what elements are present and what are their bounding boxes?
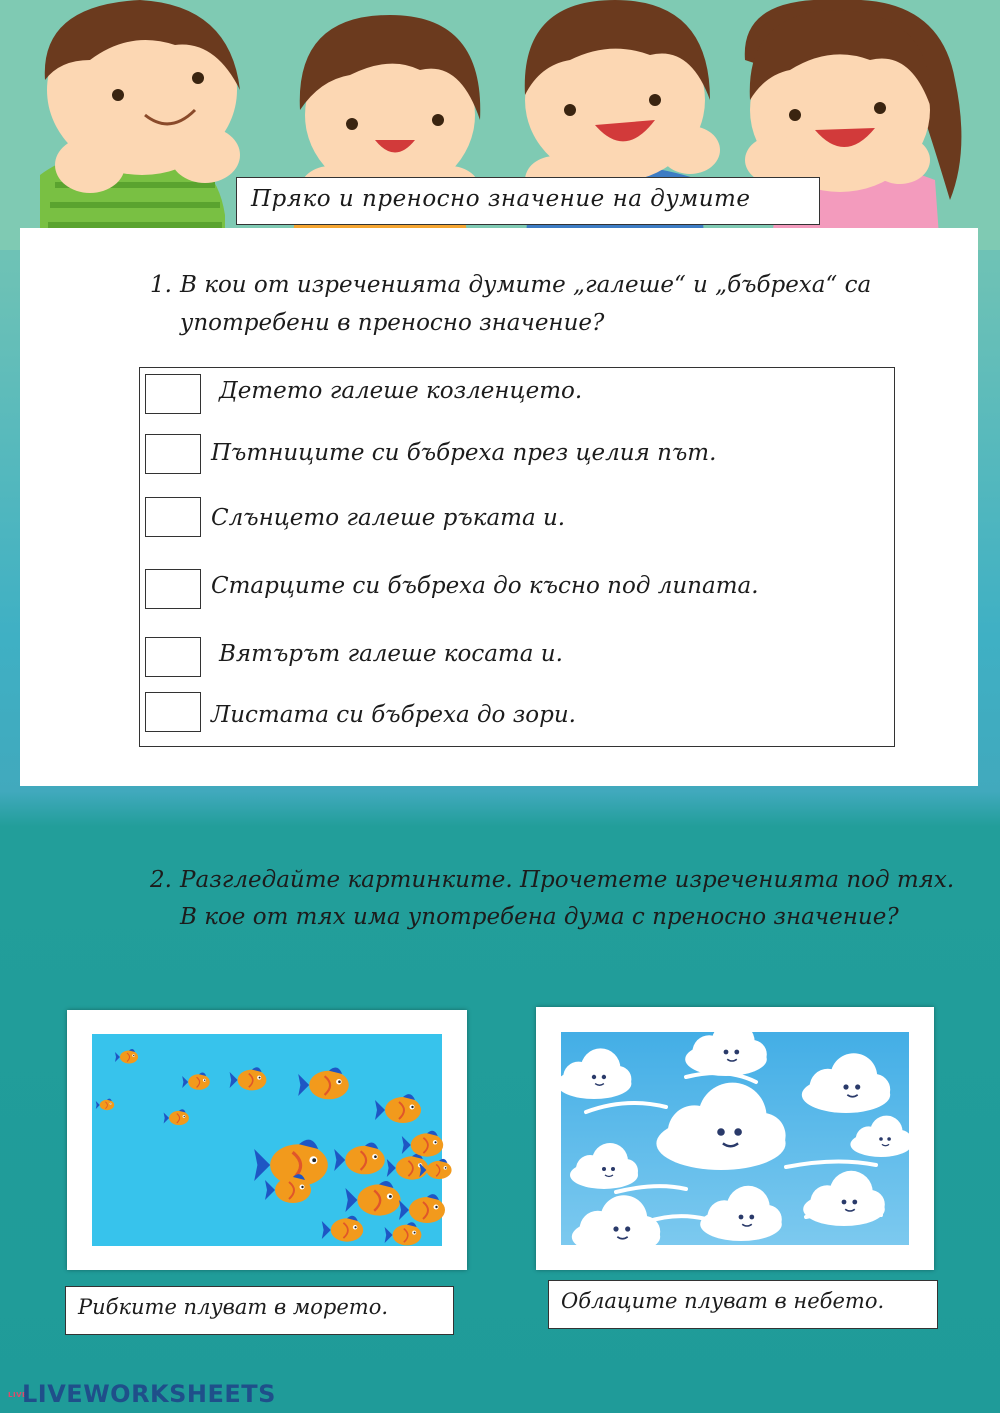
caption-clouds: Облаците плуват в небето. bbox=[548, 1280, 938, 1329]
question-1-text: В кои от изреченията думите „галеше“ и „бъбреха“ са употребени в преносно значение? bbox=[180, 272, 872, 336]
brand-name: LIVEWORKSHEETS bbox=[22, 1380, 276, 1408]
question-2-text: Разгледайте картинките. Прочетете изреченията под тях. В кое от тях има употребена дума с преносно значение? bbox=[180, 867, 955, 930]
option-3-label: Слънцето галеше ръката и. bbox=[211, 505, 566, 531]
caption-fish: Рибките плуват в морето. bbox=[65, 1286, 454, 1335]
option-3-checkbox[interactable] bbox=[145, 497, 201, 537]
option-1-label: Детето галеше козленцето. bbox=[219, 378, 583, 404]
kid-1-illustration bbox=[40, 0, 240, 250]
option-4-label: Старците си бъбреха до късно под липата. bbox=[211, 573, 759, 599]
option-2-label: Пътниците си бъбреха през целия път. bbox=[211, 440, 717, 466]
options-box bbox=[139, 367, 895, 747]
worksheet-title: Пряко и преносно значение на думите bbox=[236, 177, 820, 225]
option-5-label: Вятърът галеше косата и. bbox=[219, 641, 563, 667]
liveworksheets-logo[interactable] bbox=[8, 1380, 276, 1408]
option-6-checkbox[interactable] bbox=[145, 692, 201, 732]
option-4-checkbox[interactable] bbox=[145, 569, 201, 609]
option-1-checkbox[interactable] bbox=[145, 374, 201, 414]
question-1-number: 1. bbox=[150, 272, 172, 298]
question-2-number: 2. bbox=[150, 867, 172, 893]
fish-picture-frame bbox=[67, 1010, 467, 1270]
clouds-picture-frame bbox=[536, 1007, 934, 1270]
option-5-checkbox[interactable] bbox=[145, 637, 201, 677]
clouds-picture bbox=[536, 1007, 934, 1270]
option-6-label: Листата си бъбреха до зори. bbox=[211, 702, 576, 728]
live-badge: LIVE bbox=[8, 1390, 28, 1399]
fish-picture bbox=[67, 1010, 467, 1270]
option-2-checkbox[interactable] bbox=[145, 434, 201, 474]
